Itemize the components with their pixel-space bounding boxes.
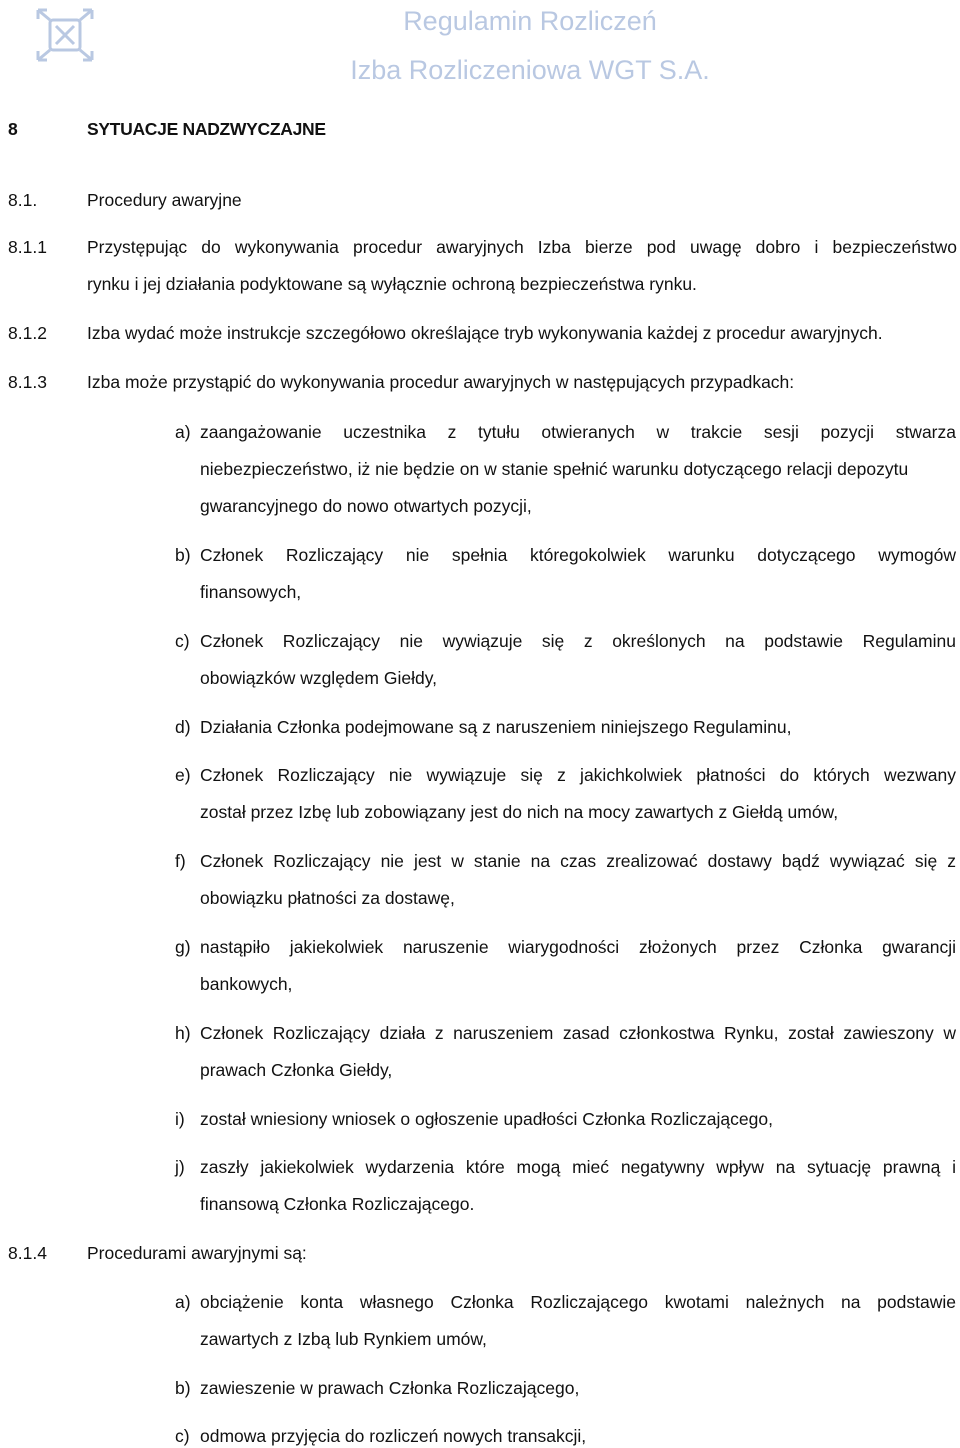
list-item-text: finansowych, (200, 582, 302, 602)
list-item-letter: f) (175, 851, 186, 871)
list-item-text: prawach Członka Giełdy, (200, 1060, 393, 1080)
paragraph-text-line: Przystępując do wykonywania procedur awaryjnych Izba bierze pod uwagę dobro i bezpieczeństwo (87, 237, 957, 257)
list-item-text: został przez Izbę lub zobowiązany jest do nich na mocy zawartych z Giełdą umów, (200, 802, 839, 822)
arrows-square-logo-icon (30, 5, 100, 65)
document-title: Regulamin Rozliczeń (403, 6, 657, 36)
list-item-text: Członek Rozliczający nie wywiązuje się z określonych na podstawie Regulaminu (200, 631, 956, 651)
list-item-letter: h) (175, 1023, 191, 1043)
list-item-text: nastąpiło jakiekolwiek naruszenie wiarygodności złożonych przez Członka gwarancji (200, 937, 956, 957)
list-item-letter: a) (175, 1292, 191, 1312)
list-item-text: obowiązku płatności za dostawę, (200, 888, 455, 908)
list-item-letter: b) (175, 545, 191, 565)
paragraph-text-line: Izba wydać może instrukcje szczegółowo określające tryb wykonywania każdej z procedur awaryjnych. (87, 323, 883, 343)
list-item-text: Działania Członka podejmowane są z naruszeniem niniejszego Regulaminu, (200, 717, 792, 737)
list-item-text: Członek Rozliczający nie wywiązuje się z jakichkolwiek płatności do których wezwany (200, 765, 956, 785)
list-item-text: został wniesiony wniosek o ogłoszenie upadłości Członka Rozliczającego, (200, 1109, 773, 1129)
list-item-text: Członek Rozliczający nie spełnia któregokolwiek warunku dotyczącego wymogów (200, 545, 956, 565)
paragraph-number: 8.1.2 (8, 323, 47, 343)
list-item-text: zaszły jakiekolwiek wydarzenia które mogą mieć negatywny wpływ na sytuację prawną i (200, 1157, 956, 1177)
list-item-text: obciążenie konta własnego Członka Rozliczającego kwotami należnych na podstawie (200, 1292, 956, 1312)
paragraph-text-line: rynku i jej działania podyktowane są wyłącznie ochroną bezpieczeństwa rynku. (87, 274, 697, 294)
section-title: SYTUACJE NADZWYCZAJNE (87, 119, 326, 139)
list-item-text: zawieszenie w prawach Członka Rozliczającego, (200, 1378, 580, 1398)
list-item-letter: a) (175, 422, 191, 442)
paragraph-text-line: Procedurami awaryjnymi są: (87, 1243, 307, 1263)
list-item-text: finansową Członka Rozliczającego. (200, 1194, 475, 1214)
list-item-letter: e) (175, 765, 191, 785)
paragraph-number: 8.1.1 (8, 237, 47, 257)
list-item-text: obowiązków względem Giełdy, (200, 668, 438, 688)
list-item-text: odmowa przyjęcia do rozliczeń nowych transakcji, (200, 1426, 587, 1446)
subsection-number: 8.1. (8, 190, 38, 210)
list-item-letter: b) (175, 1378, 191, 1398)
paragraph-number: 8.1.3 (8, 372, 47, 392)
paragraph-number: 8.1.4 (8, 1243, 47, 1263)
list-item-text: zawartych z Izbą lub Rynkiem umów, (200, 1329, 487, 1349)
document-subtitle: Izba Rozliczeniowa WGT S.A. (350, 55, 710, 85)
paragraph-text-line: Izba może przystąpić do wykonywania procedur awaryjnych w następujących przypadkach: (87, 372, 795, 392)
subsection-title: Procedury awaryjne (87, 190, 242, 210)
list-item-letter: c) (175, 1426, 190, 1446)
list-item-letter: c) (175, 631, 190, 651)
list-item-letter: g) (175, 937, 191, 957)
list-item-letter: i) (175, 1109, 185, 1129)
list-item-text: niebezpieczeństwo, iż nie będzie on w stanie spełnić warunku dotyczącego relacji depozytu (200, 459, 909, 479)
list-item-letter: j) (175, 1157, 185, 1177)
list-item-text: bankowych, (200, 974, 293, 994)
list-item-letter: d) (175, 717, 191, 737)
section-number: 8 (8, 119, 18, 139)
list-item-text: zaangażowanie uczestnika z tytułu otwieranych w trakcie sesji pozycji stwarza (200, 422, 956, 442)
list-item-text: gwarancyjnego do nowo otwartych pozycji, (200, 496, 532, 516)
list-item-text: Członek Rozliczający działa z naruszeniem zasad członkostwa Rynku, został zawieszony w (200, 1023, 956, 1043)
list-item-text: Członek Rozliczający nie jest w stanie na czas zrealizować dostawy bądź wywiązać się z (200, 851, 956, 871)
